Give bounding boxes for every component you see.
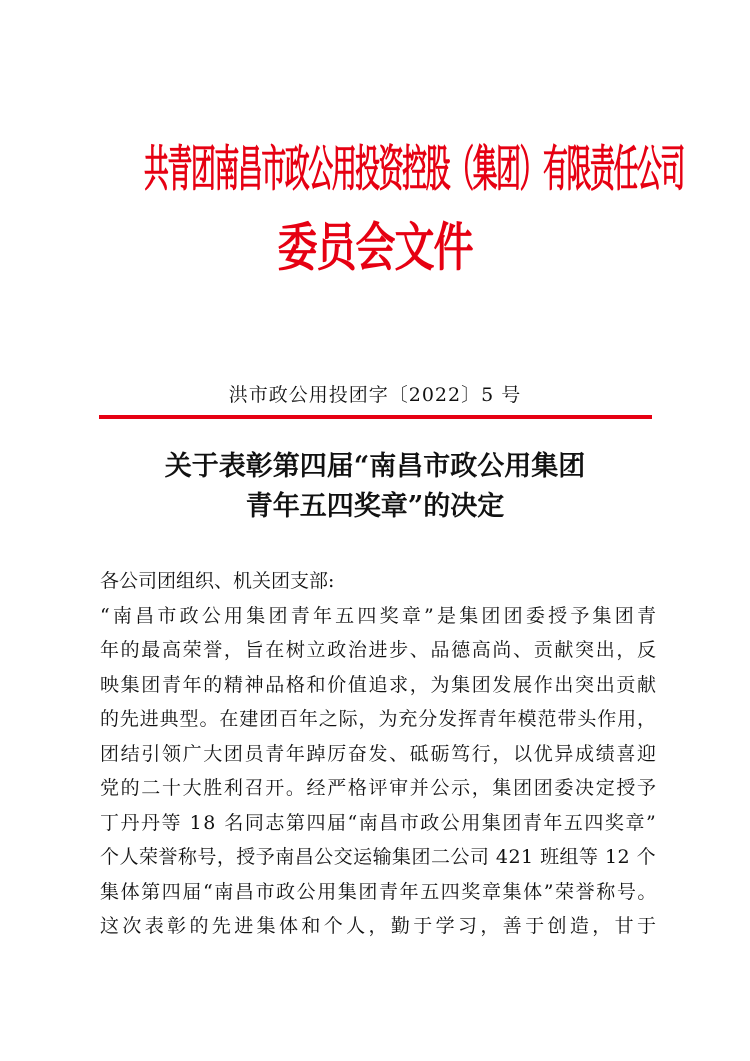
paragraph-line: 集体第四届“南昌市政公用集团青年五四奖章集体”荣誉称号。 xyxy=(100,880,659,903)
paragraph-line: 丁丹丹等 18 名同志第四届“南昌市政公用集团青年五四奖章” xyxy=(100,811,658,834)
document-body xyxy=(100,564,659,944)
paragraph-line: 个人荣誉称号，授予南昌公交运输集团二公司 421 班组等 12 个 xyxy=(100,846,657,868)
issuing-organization-text: 共青团南昌市政公用投资控股（集团）有限责任公司 xyxy=(144,140,685,198)
salutation: 各公司团组织、机关团支部: xyxy=(100,570,335,592)
red-separator-rule xyxy=(99,415,652,419)
issuing-organization-line-2: 委员会文件 xyxy=(277,218,473,279)
paragraph-line: 年的最高荣誉，旨在树立政治进步、品德高尚、贡献突出，反 xyxy=(100,639,658,661)
paragraph-line: 映集团青年的精神品格和价值追求，为集团发展作出突出贡献 xyxy=(100,673,658,696)
paragraph-1 xyxy=(100,599,659,910)
paragraph-line: “南昌市政公用集团青年五四奖章”是集团团委授予集团青 xyxy=(100,604,656,627)
paragraph-line: 这次表彰的先进集体和个人，勤于学习，善于创造，甘于 xyxy=(100,915,656,937)
issuing-organization-line-1 xyxy=(0,137,750,201)
paragraph-line: 团结引领广大团员青年踔厉奋发、砥砺笃行，以优异成绩喜迎 xyxy=(100,742,658,765)
paragraph-line: 党的二十大胜利召开。经严格评审并公示，集团团委决定授予 xyxy=(100,777,658,799)
document-title-line-2: 青年五四奖章”的决定 xyxy=(245,491,505,522)
document-number: 洪市政公用投团字〔2022〕5 号 xyxy=(228,384,522,406)
paragraph-line: 的先进典型。在建团百年之际，为充分发挥青年模范带头作用， xyxy=(100,708,657,730)
paragraph-2 xyxy=(100,909,656,944)
document-title-line-1: 关于表彰第四届“南昌市政公用集团 xyxy=(164,451,586,482)
